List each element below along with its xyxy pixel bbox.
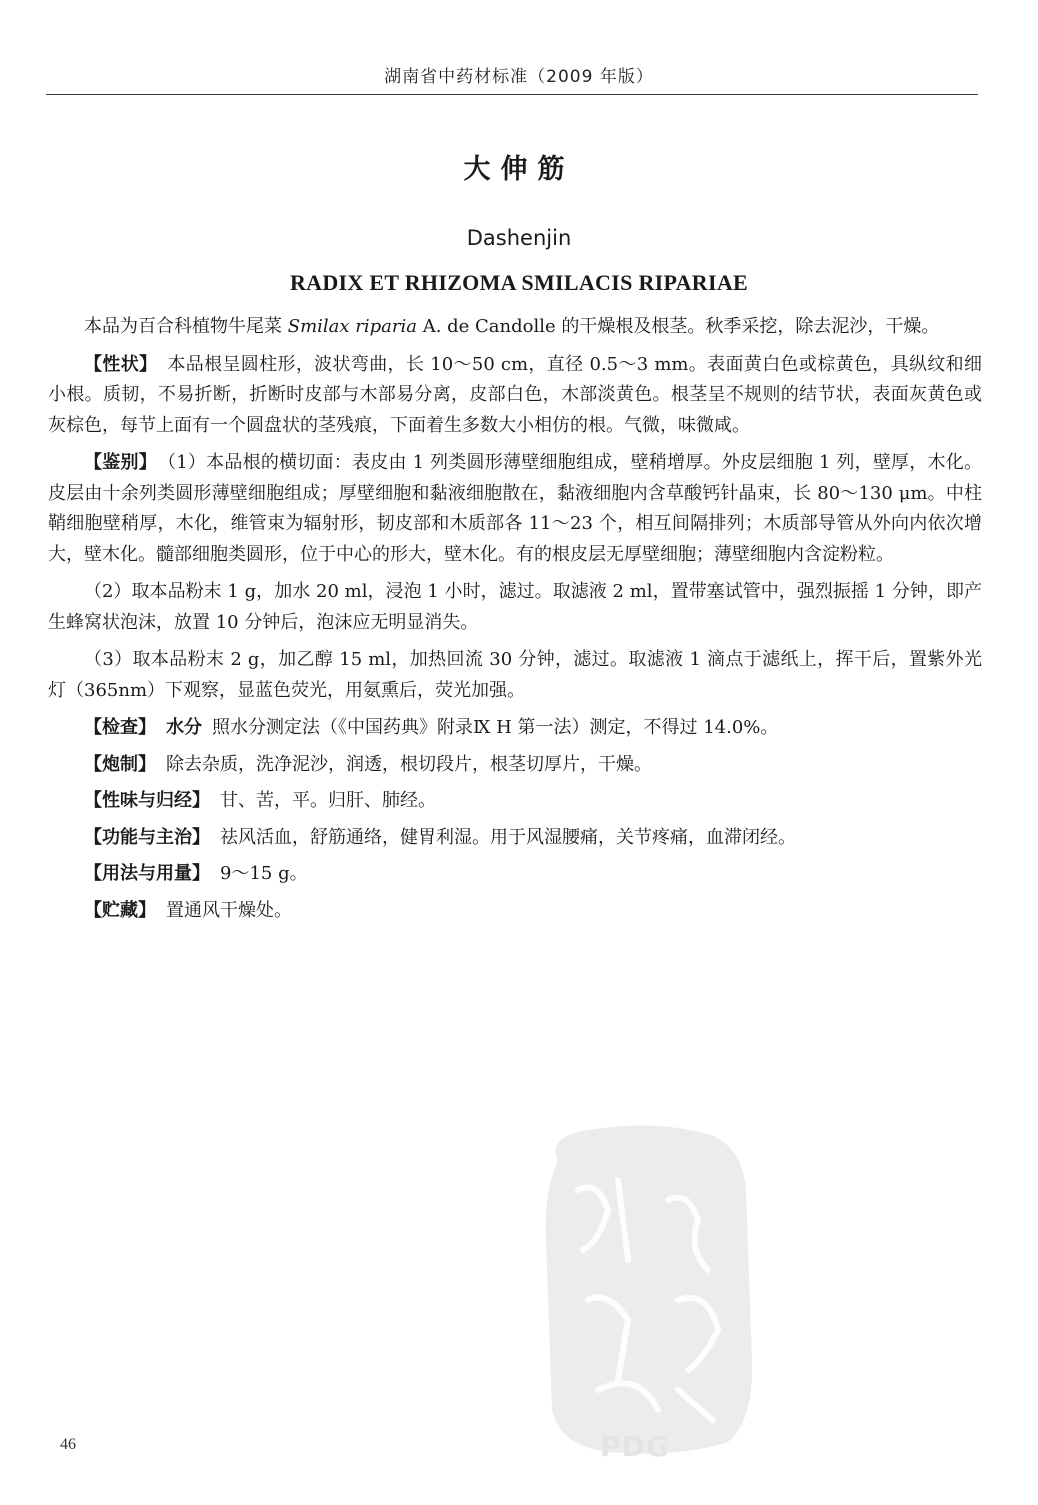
section-dosage xyxy=(48,859,982,890)
section-text: 除去杂质，洗净泥沙，润透，根切段片，根茎切厚片，干燥。 xyxy=(166,753,652,775)
section-label: 【功能与主治】 xyxy=(84,826,210,848)
section-label: 【性味与归经】 xyxy=(84,790,210,811)
intro-paragraph xyxy=(48,312,982,343)
intro-before-name: 本品为百合科植物牛尾菜 xyxy=(84,316,288,337)
identification-item-2: （2）取本品粉末 1 g，加水 20 ml，浸泡 1 小时，滤过。取滤液 2 ml，置带塞试管中，强烈振摇 1 分钟，即产生蜂窝状泡沫，放置 10 分钟后，泡沫应无明显消失。 xyxy=(48,581,982,633)
identification-item-3-paragraph xyxy=(48,645,982,706)
section-storage xyxy=(48,896,982,927)
section-inspection xyxy=(48,713,982,744)
section-characters xyxy=(48,350,982,442)
section-label: 【检查】 xyxy=(84,717,156,738)
section-identification xyxy=(48,448,982,570)
section-label: 【鉴别】 xyxy=(84,452,157,473)
section-nature xyxy=(48,786,982,817)
section-text: 甘、苦，平。归肝、肺经。 xyxy=(220,790,436,811)
page-number: 46 xyxy=(60,1436,76,1453)
section-text: 祛风活血，舒筋通络，健胃利湿。用于风湿腰痛，关节疼痛，血滞闭经。 xyxy=(220,826,796,848)
inspection-sublabel: 水分 xyxy=(166,717,202,738)
intro-after-name: A. de Candolle 的干燥根及根茎。秋季采挖，除去泥沙，干燥。 xyxy=(416,316,940,337)
watermark-label: PDG xyxy=(600,1430,670,1463)
identification-item-1: （1）本品根的横切面：表皮由 1 列类圆形薄壁细胞组成，壁稍增厚。外皮层细胞 1 列，壁厚，木化。皮层由十余列类圆形薄壁细胞组成；厚壁细胞和黏液细胞散在，黏液细胞内含草酸钙针晶束，长 80～130 μm。中柱鞘细胞壁稍厚，木化，维管束为辐射形，韧皮部和木质部各 11～23 个，相互间隔排列；木质部导管从外向内依次增大，壁木化。髓部细胞类圆形，位于中心的形大，壁木化。有的根皮层无厚壁细胞；薄壁细胞内含淀粉粒。 xyxy=(48,452,983,565)
section-text: 9～15 g。 xyxy=(220,863,308,884)
identification-item-3: （3）取本品粉末 2 g，加乙醇 15 ml，加热回流 30 分钟，滤过。取滤液 1 滴点于滤纸上，挥干后，置紫外光灯（365nm）下观察，显蓝色荧光，用氨熏后，荧光加强。 xyxy=(48,649,982,701)
header-rule xyxy=(46,94,978,95)
running-header: 湖南省中药材标准（2009 年版） xyxy=(384,67,654,87)
section-label: 【贮藏】 xyxy=(84,899,156,921)
section-label: 【炮制】 xyxy=(84,753,156,775)
section-text: 本品根呈圆柱形，波状弯曲，长 10～50 cm，直径 0.5～3 mm。表面黄白色或棕黄色，具纵纹和细小根。质韧，不易折断，折断时皮部与木部易分离，皮部白色，木部淡黄色。根茎呈不规则的结节状，表面灰黄色或灰棕色，每节上面有一个圆盘状的茎残痕，下面着生多数大小相仿的根。气微，味微咸。 xyxy=(48,353,982,436)
section-label: 【用法与用量】 xyxy=(84,863,210,884)
monograph-body xyxy=(48,312,982,932)
section-text: 置通风干燥处。 xyxy=(166,899,292,921)
monograph-title-latin: RADIX ET RHIZOMA SMILACIS RIPARIAE xyxy=(289,270,748,295)
section-text: 照水分测定法（《中国药典》附录Ⅸ H 第一法）测定，不得过 14.0%。 xyxy=(212,717,779,738)
monograph-title-pinyin: Dashenjin xyxy=(466,226,572,250)
seal-watermark xyxy=(538,1120,758,1460)
section-label: 【性状】 xyxy=(84,353,158,375)
identification-item-2-paragraph xyxy=(48,577,982,638)
monograph-title-chinese: 大伸筋 xyxy=(463,154,575,185)
section-functions xyxy=(48,823,982,854)
section-processing xyxy=(48,750,982,781)
intro-latin-name: Smilax riparia xyxy=(287,316,417,337)
